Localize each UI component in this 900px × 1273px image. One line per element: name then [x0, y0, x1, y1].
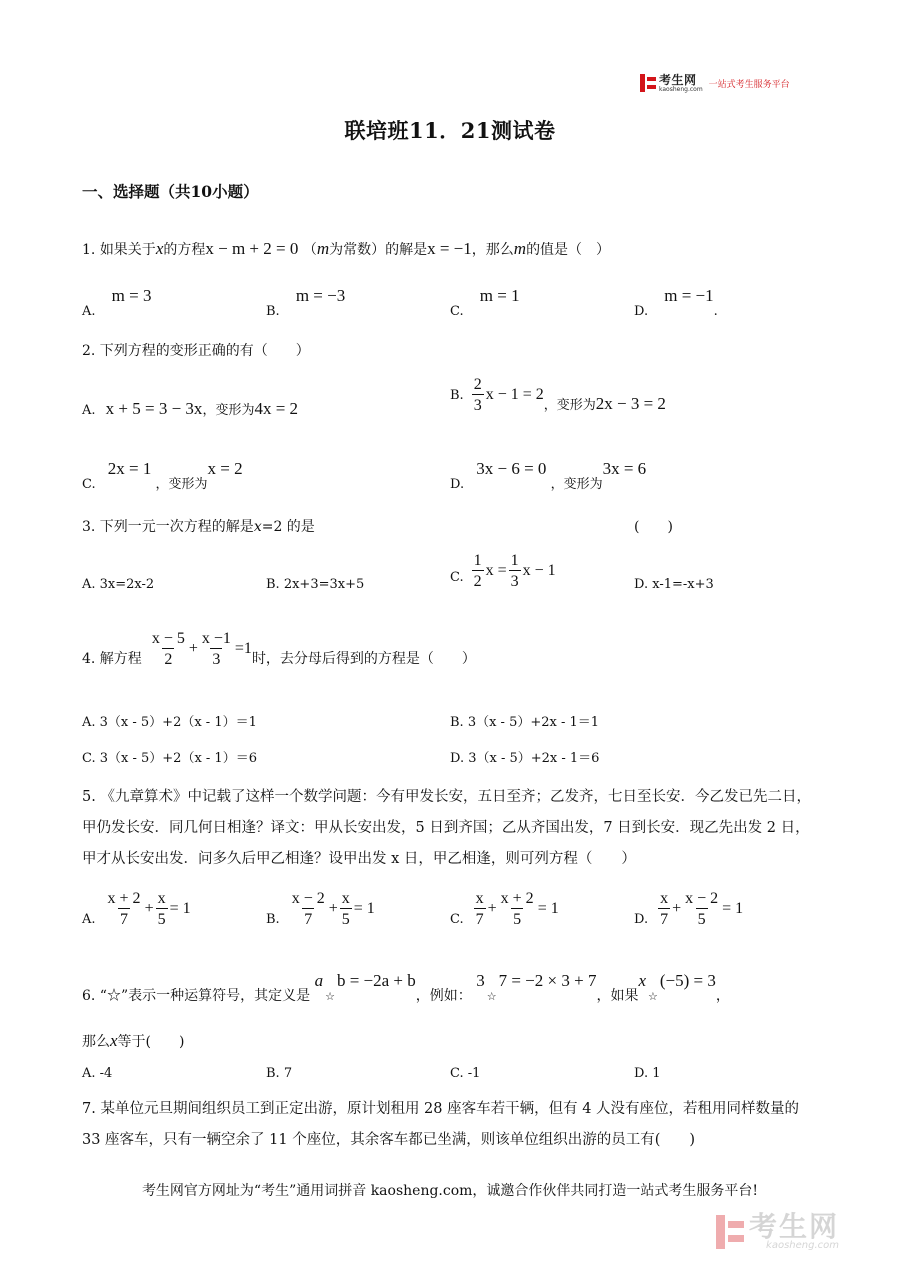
watermark-logo	[716, 1212, 839, 1252]
logo-domain: kaosheng.com	[659, 85, 703, 93]
question-4-option-b: B. 3（x - 5）+2x - 1＝1	[450, 715, 600, 730]
logo-slogan: 一站式考生服务平台	[708, 79, 790, 90]
question-5-option-a: A. $\frac{x + 2}{7}$ + $\frac{x}{5}$ = 1	[82, 890, 191, 928]
question-6-option-a: A. -4	[82, 1066, 113, 1081]
question-3-stem: 3. 下列一元一次方程的解是x=2 的是	[82, 519, 315, 535]
question-3-option-b: B. 2x+3=3x+5	[266, 577, 365, 592]
question-2-option-d: D. 3x − 6 = 0 ，变形为3x = 6	[450, 459, 647, 492]
brand-logo[interactable]	[640, 72, 790, 94]
question-2-stem: 2. 下列方程的变形正确的有（ ）	[82, 343, 310, 359]
question-3-option-a: A. 3x=2x-2	[82, 577, 155, 592]
question-1-option-c: C. m = 1	[450, 286, 520, 319]
question-1-stem: 1. 如果关于x的方程x − m + 2 = 0 （m为常数）的解是x = −1，那么m的值是（ ）	[82, 239, 611, 258]
question-6-line2: 那么x等于( )	[82, 1031, 185, 1050]
question-7-stem: 7. 某单位元旦期间组织员工到正定出游，原计划租用 28 座客车若干辆，但有 4 人没有座位，若租用同样数量的 33 座客车，只有一辆空余了 11 个座位，其余客车都已坐满，则该单位组织出游的员工有( )	[82, 1101, 800, 1148]
logo-name: 考生网	[659, 72, 697, 87]
question-4-option-c: C. 3（x - 5）+2（x - 1）＝6	[82, 751, 257, 766]
question-3-option-c: C. $\frac{1}{2}$ x = $\frac{1}{3}$ x − 1	[450, 552, 556, 590]
watermark-domain: kaosheng.com	[766, 1240, 840, 1251]
question-5-option-b: B. $\frac{x - 2}{7}$ + $\frac{x}{5}$ = 1	[266, 890, 375, 928]
watermark-name: 考生网	[749, 1210, 840, 1243]
section-heading: 一、选择题（共10小题）	[82, 182, 259, 201]
question-3-option-d: D. x-1=-x+3	[634, 577, 714, 592]
question-6-stem: 6. “☆”表示一种运算符号，其定义是 $a_☆b = -2a + b$，例如： $3_☆7 = -2 \times 3 + 7$，如果$x_☆(-5) = 3$，	[82, 971, 730, 1004]
question-2-option-c: C. 2x = 1 ，变形为x = 2	[82, 459, 243, 492]
question-6-option-b: B. 7	[266, 1066, 293, 1081]
question-4-option-d: D. 3（x - 5）+2x - 1＝6	[450, 751, 600, 766]
page-title: 联培班11．21测试卷	[344, 118, 556, 143]
question-5-stem: 5. 《九章算术》中记载了这样一个数学问题：今有甲发长安，五日至齐；乙发齐，七日至长安．今乙发已先二日，甲仍发长安．同几何日相逢？译文：甲从长安出发，5 日到齐国；乙从齐国出发，7 日到长安．现乙先出发 2 日，甲才从长安出发．问多久后甲乙相逢？设甲出发 x 日，甲乙相逢，则可列方程（ ）	[82, 789, 811, 867]
question-2-option-a: A. x + 5 = 3 − 3x，变形为4x = 2	[82, 399, 299, 418]
question-1-option-b: B. m = −3	[266, 286, 346, 319]
question-1-option-a: A. m = 3	[82, 286, 152, 319]
logo-icon	[640, 74, 656, 92]
watermark-icon	[716, 1215, 744, 1249]
question-2-option-b: B. $\frac{2}{3}$ x − 1 = 2 ，变形为 2x − 3 = 2	[450, 376, 666, 414]
question-6-option-d: D. 1	[634, 1066, 661, 1081]
question-4-option-a: A. 3（x - 5）+2（x - 1）＝1	[82, 715, 257, 730]
question-5-option-c: C. $\frac{x}{7}$ + $\frac{x + 2}{5}$ = 1	[450, 890, 559, 928]
question-1-option-d: D. m = −1.	[634, 286, 718, 319]
question-6-option-c: C. -1	[450, 1066, 481, 1081]
question-4-stem: 4. 解方程 $\frac{x - 5}{2}$ + $\frac{x -1}{3}$ =1 时，去分母后得到的方程是（ ）	[82, 630, 476, 668]
footer-notice: 考生网官方网址为“考生”通用词拼音 kaosheng.com，诚邀合作伙伴共同打造一站式考生服务平台!	[141, 1183, 759, 1199]
question-3-paren: ( )	[634, 519, 673, 535]
question-5-option-d: D. $\frac{x}{7}$ + $\frac{x - 2}{5}$ = 1	[634, 890, 744, 928]
